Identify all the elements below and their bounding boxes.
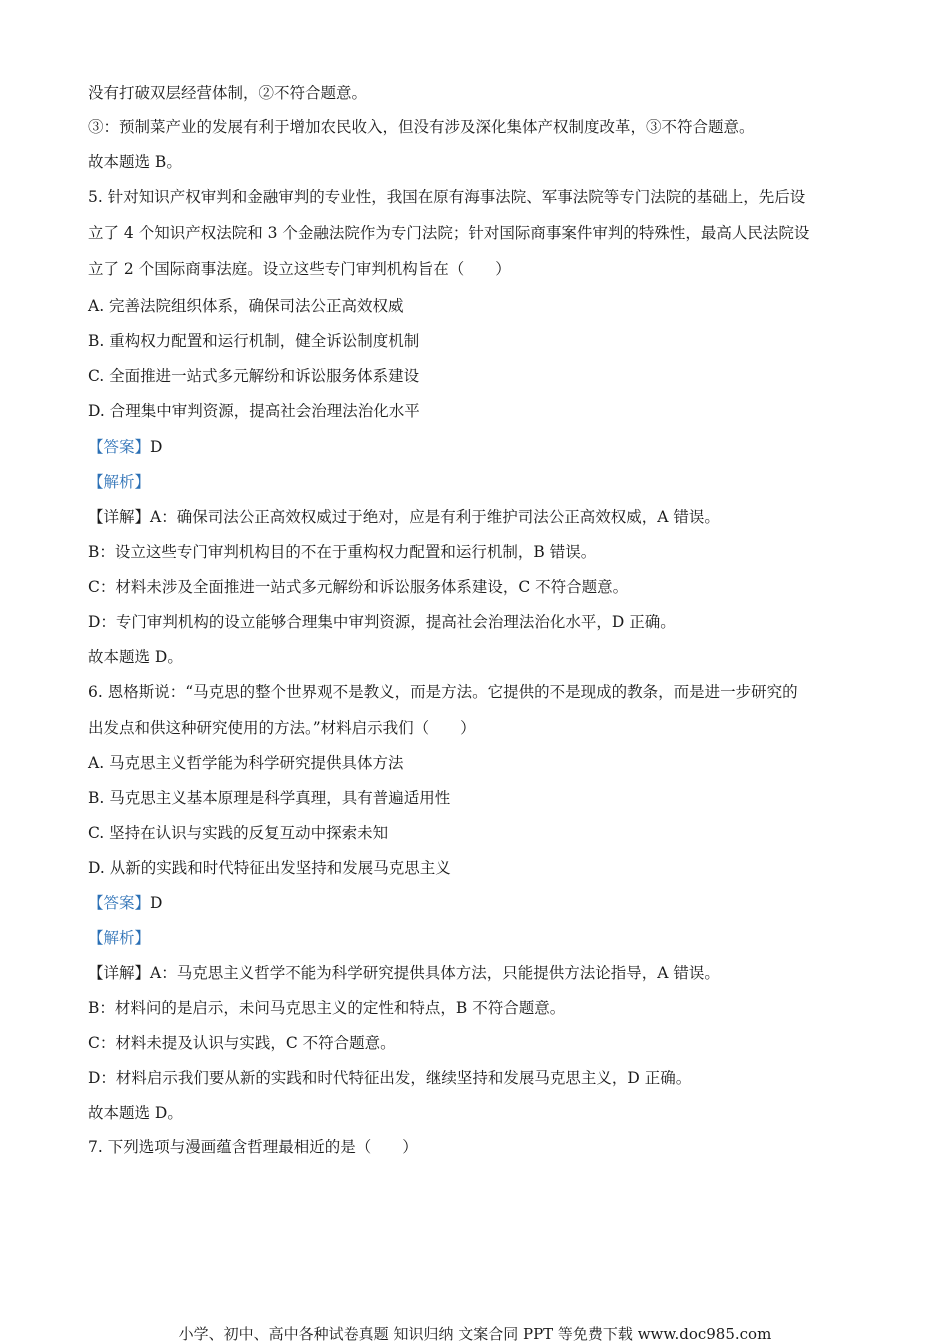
- line-text: 7. 下列选项与漫画蕴含哲理最相近的是（ ）: [88, 1138, 418, 1156]
- line-text: D：专门审判机构的设立能够合理集中审判资源，提高社会治理法治化水平，D 正确。: [88, 613, 676, 631]
- line-text: A. 马克思主义哲学能为科学研究提供具体方法: [88, 754, 404, 772]
- line-text: A. 完善法院组织体系，确保司法公正高效权威: [88, 297, 404, 315]
- text-line: [88, 646, 910, 668]
- text-line: [88, 506, 910, 528]
- text-line: [88, 151, 910, 173]
- text-line: [88, 365, 910, 387]
- text-line: [88, 400, 910, 422]
- line-text: 出发点和供这种研究使用的方法。”材料启示我们（ ）: [88, 719, 476, 737]
- line-text: C：材料未提及认识与实践，C 不符合题意。: [88, 1034, 396, 1052]
- text-line: [88, 1032, 910, 1054]
- text-line: [88, 576, 910, 598]
- line-text: B：设立这些专门审判机构目的不在于重构权力配置和运行机制，B 错误。: [88, 543, 597, 561]
- line-text: D: [150, 438, 163, 456]
- text-line: [88, 330, 910, 352]
- line-text: 故本题选 D。: [88, 648, 183, 666]
- line-text: A：马克思主义哲学不能为科学研究提供具体方法，只能提供方法论指导，A 错误。: [150, 964, 720, 982]
- text-line: [88, 436, 910, 458]
- text-line: [88, 681, 910, 703]
- line-text: D. 从新的实践和时代特征出发坚持和发展马克思主义: [88, 859, 451, 877]
- text-line: [88, 295, 910, 317]
- section-tag: 【解析】: [88, 929, 151, 947]
- line-text: 故本题选 B。: [88, 153, 182, 171]
- text-line: [88, 222, 910, 244]
- text-line: [88, 927, 910, 949]
- line-text: D. 合理集中审判资源，提高社会治理法治化水平: [88, 402, 420, 420]
- line-text: C. 全面推进一站式多元解纷和诉讼服务体系建设: [88, 367, 420, 385]
- text-line: [88, 892, 910, 914]
- line-text: B：材料问的是启示，未问马克思主义的定性和特点，B 不符合题意。: [88, 999, 566, 1017]
- line-text: 立了 4 个知识产权法院和 3 个金融法院作为专门法院；针对国际商事案件审判的特殊性，最高人民法院设: [88, 224, 810, 242]
- text-line: [88, 822, 910, 844]
- text-line: [88, 1136, 910, 1158]
- text-line: [88, 717, 910, 739]
- line-text: D：材料启示我们要从新的实践和时代特征出发，继续坚持和发展马克思主义，D 正确。: [88, 1069, 692, 1087]
- text-line: [88, 116, 910, 138]
- text-line: [88, 997, 910, 1019]
- section-tag: 【详解】: [88, 964, 151, 982]
- line-text: D: [150, 894, 163, 912]
- line-text: C. 坚持在认识与实践的反复互动中探索未知: [88, 824, 389, 842]
- text-line: [88, 186, 910, 208]
- section-tag: 【解析】: [88, 473, 151, 491]
- text-line: [88, 541, 910, 563]
- section-tag: 【答案】: [88, 438, 151, 456]
- line-text: ③：预制菜产业的发展有利于增加农民收入，但没有涉及深化集体产权制度改革，③不符合题意。: [88, 118, 755, 136]
- text-line: [88, 82, 910, 104]
- text-line: [88, 471, 910, 493]
- line-text: B. 马克思主义基本原理是科学真理，具有普遍适用性: [88, 789, 451, 807]
- text-line: [88, 857, 910, 879]
- line-text: C：材料未涉及全面推进一站式多元解纷和诉讼服务体系建设，C 不符合题意。: [88, 578, 629, 596]
- line-text: 5. 针对知识产权审判和金融审判的专业性，我国在原有海事法院、军事法院等专门法院的基础上，先后设: [88, 188, 806, 206]
- text-line: [88, 787, 910, 809]
- text-line: [88, 1102, 910, 1124]
- text-line: [88, 1067, 910, 1089]
- text-line: [88, 752, 910, 774]
- page-footer: 小学、初中、高中各种试卷真题 知识归纳 文案合同 PPT 等免费下载 www.doc985.com: [178, 1325, 772, 1343]
- text-line: [88, 611, 910, 633]
- text-line: [88, 258, 910, 280]
- line-text: 6. 恩格斯说：“马克思的整个世界观不是教义，而是方法。它提供的不是现成的教条，而是进一步研究的: [88, 683, 798, 701]
- text-line: [88, 962, 910, 984]
- line-text: 故本题选 D。: [88, 1104, 183, 1122]
- line-text: 没有打破双层经营体制，②不符合题意。: [88, 84, 368, 102]
- section-tag: 【详解】: [88, 508, 151, 526]
- line-text: A：确保司法公正高效权威过于绝对，应是有利于维护司法公正高效权威，A 错误。: [150, 508, 720, 526]
- line-text: B. 重构权力配置和运行机制，健全诉讼制度机制: [88, 332, 420, 350]
- line-text: 立了 2 个国际商事法庭。设立这些专门审判机构旨在（ ）: [88, 260, 511, 278]
- section-tag: 【答案】: [88, 894, 151, 912]
